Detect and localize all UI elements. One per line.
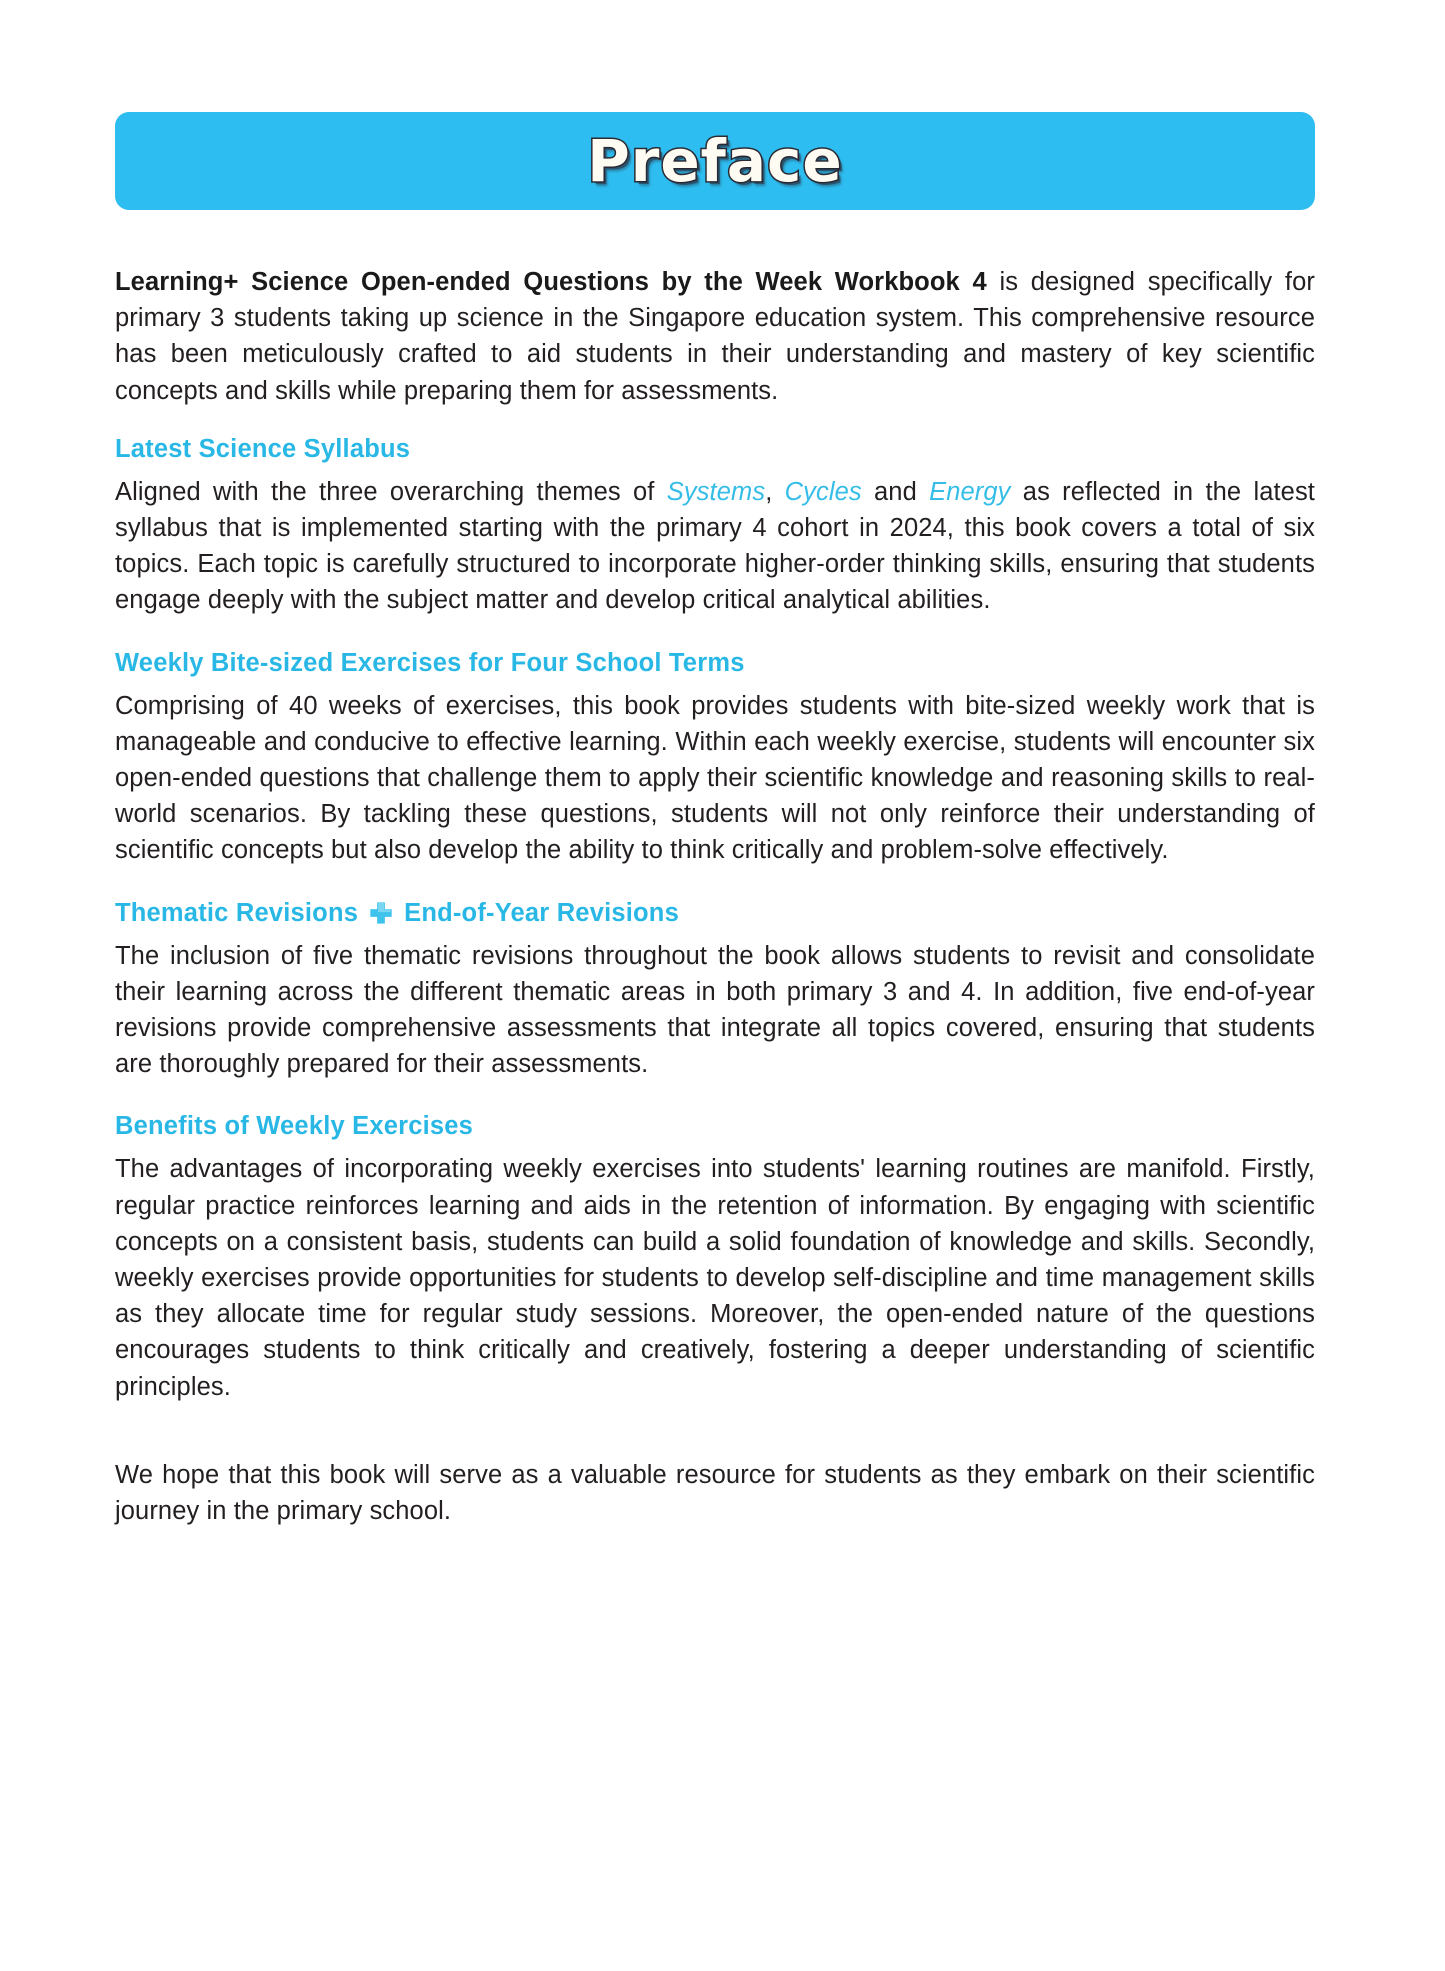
accent-cycles: Cycles — [784, 477, 862, 506]
section-heading-thematic-revisions — [115, 899, 1315, 928]
page-content — [115, 112, 1315, 1529]
paragraph-spacer — [115, 1427, 1315, 1457]
intro-rest: is designed specifically for primary 3 students taking up science in the Singapore education system. This comprehensive resource has been meticulously crafted to aid students in their understanding and mastery of key scientific concepts and skills while preparing them for assessments. — [115, 268, 1315, 405]
section-body-thematic-revisions: The inclusion of five thematic revisions throughout the book allows students to revisit and consolidate their learning across the different thematic areas in both primary 3 and 4. In addition, five end-of-year revisions provide comprehensive assessments that integrate all topics covered, ensuring that students are thoroughly prepared for their assessments. — [115, 941, 1315, 1079]
syllabus-separator-1: , — [765, 477, 785, 506]
plus-icon — [367, 899, 395, 927]
section-body-latest-science-syllabus — [115, 474, 1315, 619]
syllabus-text-part-2: as reflected in the latest syllabus that is implemented starting with the primary 4 cohort in 2024, this book covers a total of six topics. Each topic is carefully structured to incorporate higher-order thinking skills, ensuring that students engage deeply with the subject matter and develop critical analytical abilities. — [115, 477, 1315, 615]
preface-title-banner — [115, 112, 1315, 210]
heading-thematic-revisions-part-2: End-of-Year Revisions — [404, 898, 679, 927]
section-body-weekly-bite-sized-exercises: Comprising of 40 weeks of exercises, this book provides students with bite-sized weekly work that is manageable and conducive to effective learning. Within each weekly exercise, students will encounter six open-ended questions that challenge them to apply their scientific knowledge and reasoning skills to real-world scenarios. By tackling these questions, students will not only reinforce their understanding of scientific concepts but also develop the ability to think critically and problem-solve effectively. — [115, 691, 1315, 865]
accent-systems: Systems — [666, 477, 766, 506]
syllabus-separator-2: and — [861, 477, 930, 506]
section-heading-latest-science-syllabus: Latest Science Syllabus — [115, 434, 411, 463]
intro-bold-lead: Learning+ Science Open-ended Questions by the Week Workbook 4 — [115, 268, 987, 296]
page-title: Preface — [587, 127, 843, 195]
accent-energy: Energy — [929, 477, 1011, 506]
closing-paragraph: We hope that this book will serve as a valuable resource for students as they embark on their scientific journey in the primary school. — [115, 1460, 1315, 1526]
section-body-benefits-of-weekly-exercises: The advantages of incorporating weekly exercises into students' learning routines are manifold. Firstly, regular practice reinforces learning and aids in the retention of information. By engaging with scientific concepts on a consistent basis, students can build a solid foundation of knowledge and skills. Secondly, weekly exercises provide opportunities for students to develop self-discipline and time management skills as they allocate time for regular study sessions. Moreover, the open-ended nature of the questions encourages students to think critically and creatively, fostering a deeper understanding of scientific principles. — [115, 1155, 1315, 1401]
heading-thematic-revisions-part-1: Thematic Revisions — [115, 898, 359, 927]
syllabus-text-part-1: Aligned with the three overarching themes of — [115, 477, 667, 506]
intro-paragraph — [115, 264, 1315, 409]
section-heading-benefits-of-weekly-exercises: Benefits of Weekly Exercises — [115, 1112, 474, 1141]
section-heading-weekly-bite-sized-exercises: Weekly Bite-sized Exercises for Four School Terms — [115, 648, 745, 677]
